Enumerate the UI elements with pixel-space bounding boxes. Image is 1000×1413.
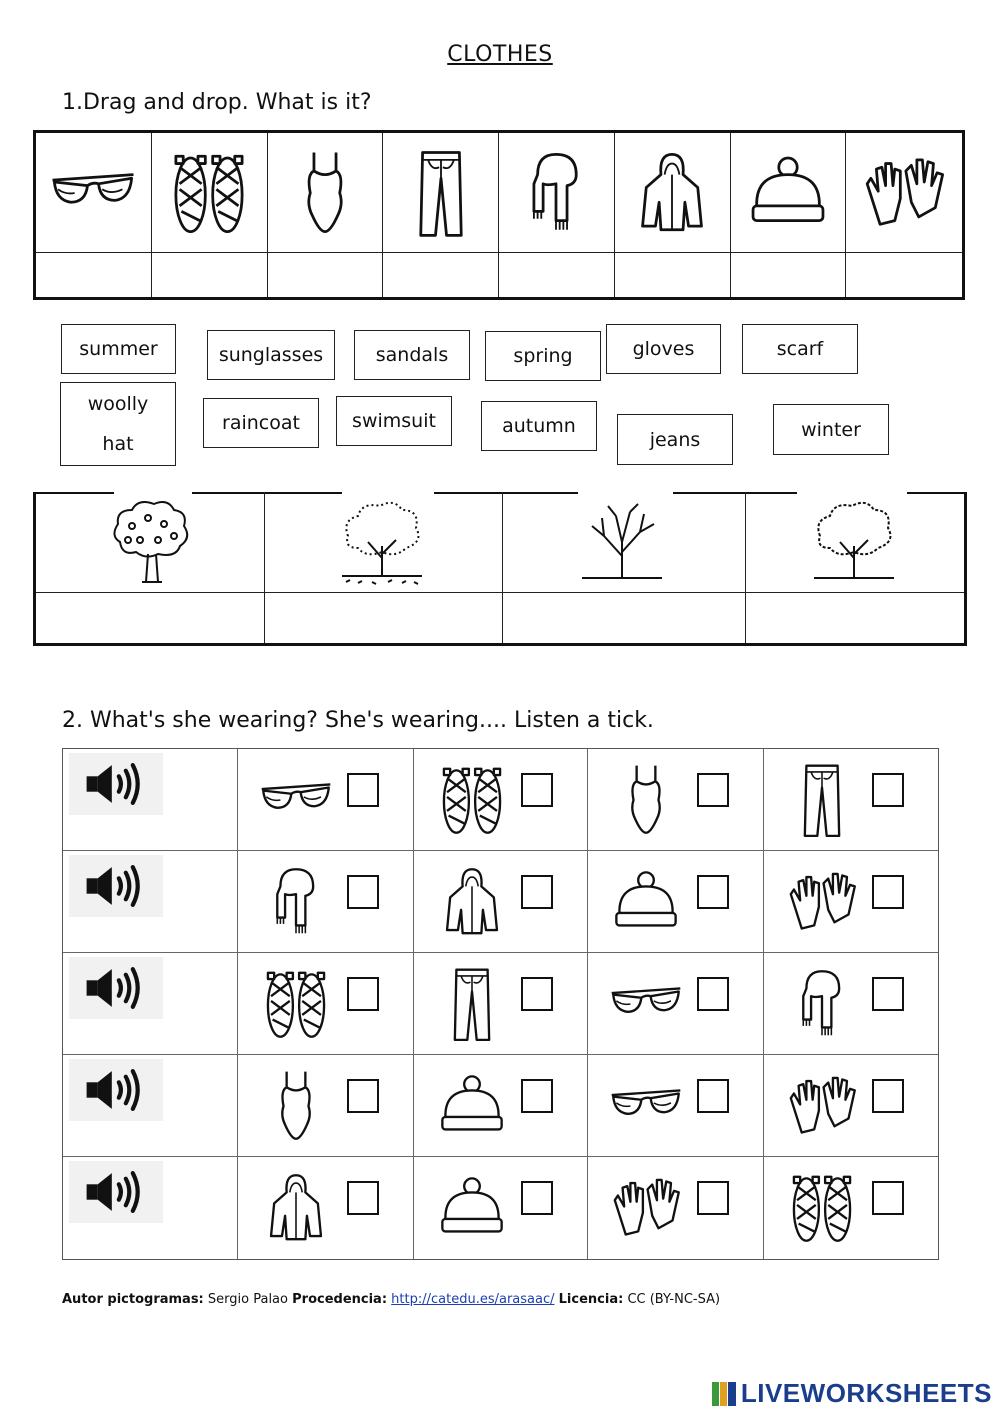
clothes-cell — [615, 133, 731, 253]
word-woolly-hat[interactable] — [60, 382, 176, 466]
option-cell — [588, 1157, 764, 1259]
tick-checkbox[interactable] — [697, 1181, 729, 1215]
sandals-icon — [250, 965, 342, 1043]
clothes-cell — [383, 133, 499, 253]
sandals-icon — [426, 761, 518, 839]
option-cell — [588, 953, 764, 1055]
table-border — [434, 492, 578, 494]
drop-zone[interactable] — [152, 253, 268, 297]
word-swimsuit[interactable]: swimsuit — [336, 396, 452, 446]
scarf-icon — [250, 863, 342, 941]
word-sunglasses[interactable]: sunglasses — [207, 330, 335, 380]
tick-checkbox[interactable] — [347, 977, 379, 1011]
summer-tree-icon — [804, 496, 904, 586]
audio-cell — [63, 1055, 238, 1157]
speaker-icon — [81, 758, 151, 810]
clothes-cell — [36, 133, 152, 253]
tick-checkbox[interactable] — [697, 1079, 729, 1113]
gloves-icon — [776, 863, 868, 941]
license-label: Licencia: — [558, 1292, 624, 1307]
speaker-icon — [81, 860, 151, 912]
sunglasses-icon — [600, 965, 692, 1043]
option-cell — [414, 851, 588, 953]
tick-checkbox[interactable] — [697, 977, 729, 1011]
speaker-button[interactable] — [69, 855, 163, 917]
word-scarf[interactable]: scarf — [742, 324, 858, 374]
option-cell — [588, 749, 764, 851]
jeans-icon — [426, 965, 518, 1043]
speaker-icon — [81, 962, 151, 1014]
woolly-hat-icon — [426, 1067, 518, 1145]
speaker-button[interactable] — [69, 957, 163, 1019]
drop-zone[interactable] — [615, 253, 731, 297]
word-woolly-hat-line2: hat — [102, 433, 134, 455]
seasons-table — [33, 492, 967, 646]
swimsuit-icon — [279, 147, 371, 239]
option-cell — [588, 1055, 764, 1157]
tick-checkbox[interactable] — [347, 1181, 379, 1215]
listening-grid — [62, 748, 939, 1260]
word-sandals[interactable]: sandals — [354, 330, 470, 380]
option-cell — [764, 1055, 938, 1157]
woolly-hat-icon — [600, 863, 692, 941]
spring-tree-icon — [102, 496, 202, 586]
tick-checkbox[interactable] — [872, 977, 904, 1011]
drop-zone[interactable] — [383, 253, 499, 297]
raincoat-icon — [250, 1169, 342, 1247]
swimsuit-icon — [600, 761, 692, 839]
clothes-cell — [268, 133, 384, 253]
option-cell — [764, 1157, 938, 1259]
section2-heading: 2. What's she wearing? She's wearing.... Listen a tick. — [62, 708, 654, 733]
drop-zone[interactable] — [731, 253, 847, 297]
option-cell — [414, 1055, 588, 1157]
drop-zone[interactable] — [499, 253, 615, 297]
tick-checkbox[interactable] — [872, 1079, 904, 1113]
clothes-cell — [846, 133, 962, 253]
sandals-icon — [163, 147, 255, 239]
option-cell — [764, 851, 938, 953]
word-spring[interactable]: spring — [485, 331, 601, 381]
tick-checkbox[interactable] — [697, 875, 729, 909]
audio-cell — [63, 851, 238, 953]
table-border — [36, 492, 114, 494]
word-gloves[interactable]: gloves — [606, 324, 721, 374]
option-cell — [414, 1157, 588, 1259]
clothes-table — [33, 130, 965, 300]
lws-logo-icon — [711, 1381, 737, 1407]
sunglasses-icon — [250, 761, 342, 839]
tick-checkbox[interactable] — [521, 1181, 553, 1215]
woolly-hat-icon — [742, 147, 834, 239]
option-cell — [414, 749, 588, 851]
drop-zone[interactable] — [268, 253, 384, 297]
tick-checkbox[interactable] — [697, 773, 729, 807]
table-border — [907, 492, 967, 494]
logo-text: LIVEWORKSHEETS — [740, 1378, 992, 1408]
word-winter[interactable]: winter — [773, 404, 889, 455]
source-link[interactable]: http://catedu.es/arasaac/ — [391, 1292, 555, 1307]
author-name: Sergio Palao — [207, 1292, 288, 1307]
speaker-icon — [81, 1166, 151, 1218]
season-drop-zone[interactable] — [746, 594, 964, 642]
clothes-cell — [152, 133, 268, 253]
author-label: Autor pictogramas: — [62, 1292, 204, 1307]
page-title: CLOTHES — [447, 42, 553, 67]
tick-checkbox[interactable] — [521, 875, 553, 909]
table-divider — [36, 592, 964, 593]
liveworksheets-logo — [711, 1378, 992, 1409]
audio-cell — [63, 1157, 238, 1259]
woolly-hat-icon — [426, 1169, 518, 1247]
swimsuit-icon — [250, 1067, 342, 1145]
winter-tree-icon — [572, 496, 672, 586]
speaker-button[interactable] — [69, 753, 163, 815]
word-woolly-hat-line1: woolly — [87, 393, 149, 415]
raincoat-icon — [626, 147, 718, 239]
gloves-icon — [600, 1169, 692, 1247]
drop-zone[interactable] — [36, 253, 152, 297]
raincoat-icon — [426, 863, 518, 941]
sandals-icon — [776, 1169, 868, 1247]
tick-checkbox[interactable] — [347, 875, 379, 909]
word-autumn[interactable]: autumn — [481, 401, 597, 451]
license-value: CC (BY-NC-SA) — [627, 1292, 721, 1307]
section1-heading: 1.Drag and drop. What is it? — [62, 90, 372, 115]
table-border — [673, 492, 797, 494]
option-cell — [764, 953, 938, 1055]
drop-zone[interactable] — [846, 253, 962, 297]
jeans-icon — [395, 147, 487, 239]
tick-checkbox[interactable] — [872, 875, 904, 909]
option-cell — [588, 851, 764, 953]
season-drop-zone[interactable] — [36, 594, 264, 642]
speaker-icon — [81, 1064, 151, 1116]
jeans-icon — [776, 761, 868, 839]
source-label: Procedencia: — [292, 1292, 388, 1307]
season-drop-zone[interactable] — [503, 594, 745, 642]
option-cell — [238, 1157, 414, 1259]
tick-checkbox[interactable] — [521, 977, 553, 1011]
tick-checkbox[interactable] — [347, 1079, 379, 1113]
option-cell — [238, 1055, 414, 1157]
option-cell — [238, 953, 414, 1055]
scarf-icon — [776, 965, 868, 1043]
tick-checkbox[interactable] — [872, 773, 904, 807]
autumn-tree-icon — [332, 496, 432, 586]
speaker-button[interactable] — [69, 1059, 163, 1121]
audio-cell — [63, 749, 238, 851]
clothes-cell — [731, 133, 847, 253]
speaker-button[interactable] — [69, 1161, 163, 1223]
scarf-icon — [510, 147, 602, 239]
tick-checkbox[interactable] — [347, 773, 379, 807]
gloves-icon — [858, 147, 950, 239]
tick-checkbox[interactable] — [521, 1079, 553, 1113]
clothes-cell — [499, 133, 615, 253]
gloves-icon — [776, 1067, 868, 1145]
option-cell — [764, 749, 938, 851]
season-drop-zone[interactable] — [265, 594, 502, 642]
word-jeans[interactable]: jeans — [617, 414, 733, 465]
sunglasses-icon — [47, 147, 139, 239]
option-cell — [238, 749, 414, 851]
credit-line — [62, 1292, 720, 1307]
word-summer[interactable]: summer — [61, 324, 176, 374]
word-raincoat[interactable]: raincoat — [203, 398, 319, 448]
audio-cell — [63, 953, 238, 1055]
option-cell — [414, 953, 588, 1055]
table-border — [192, 492, 342, 494]
option-cell — [238, 851, 414, 953]
tick-checkbox[interactable] — [521, 773, 553, 807]
sunglasses-icon — [600, 1067, 692, 1145]
tick-checkbox[interactable] — [872, 1181, 904, 1215]
